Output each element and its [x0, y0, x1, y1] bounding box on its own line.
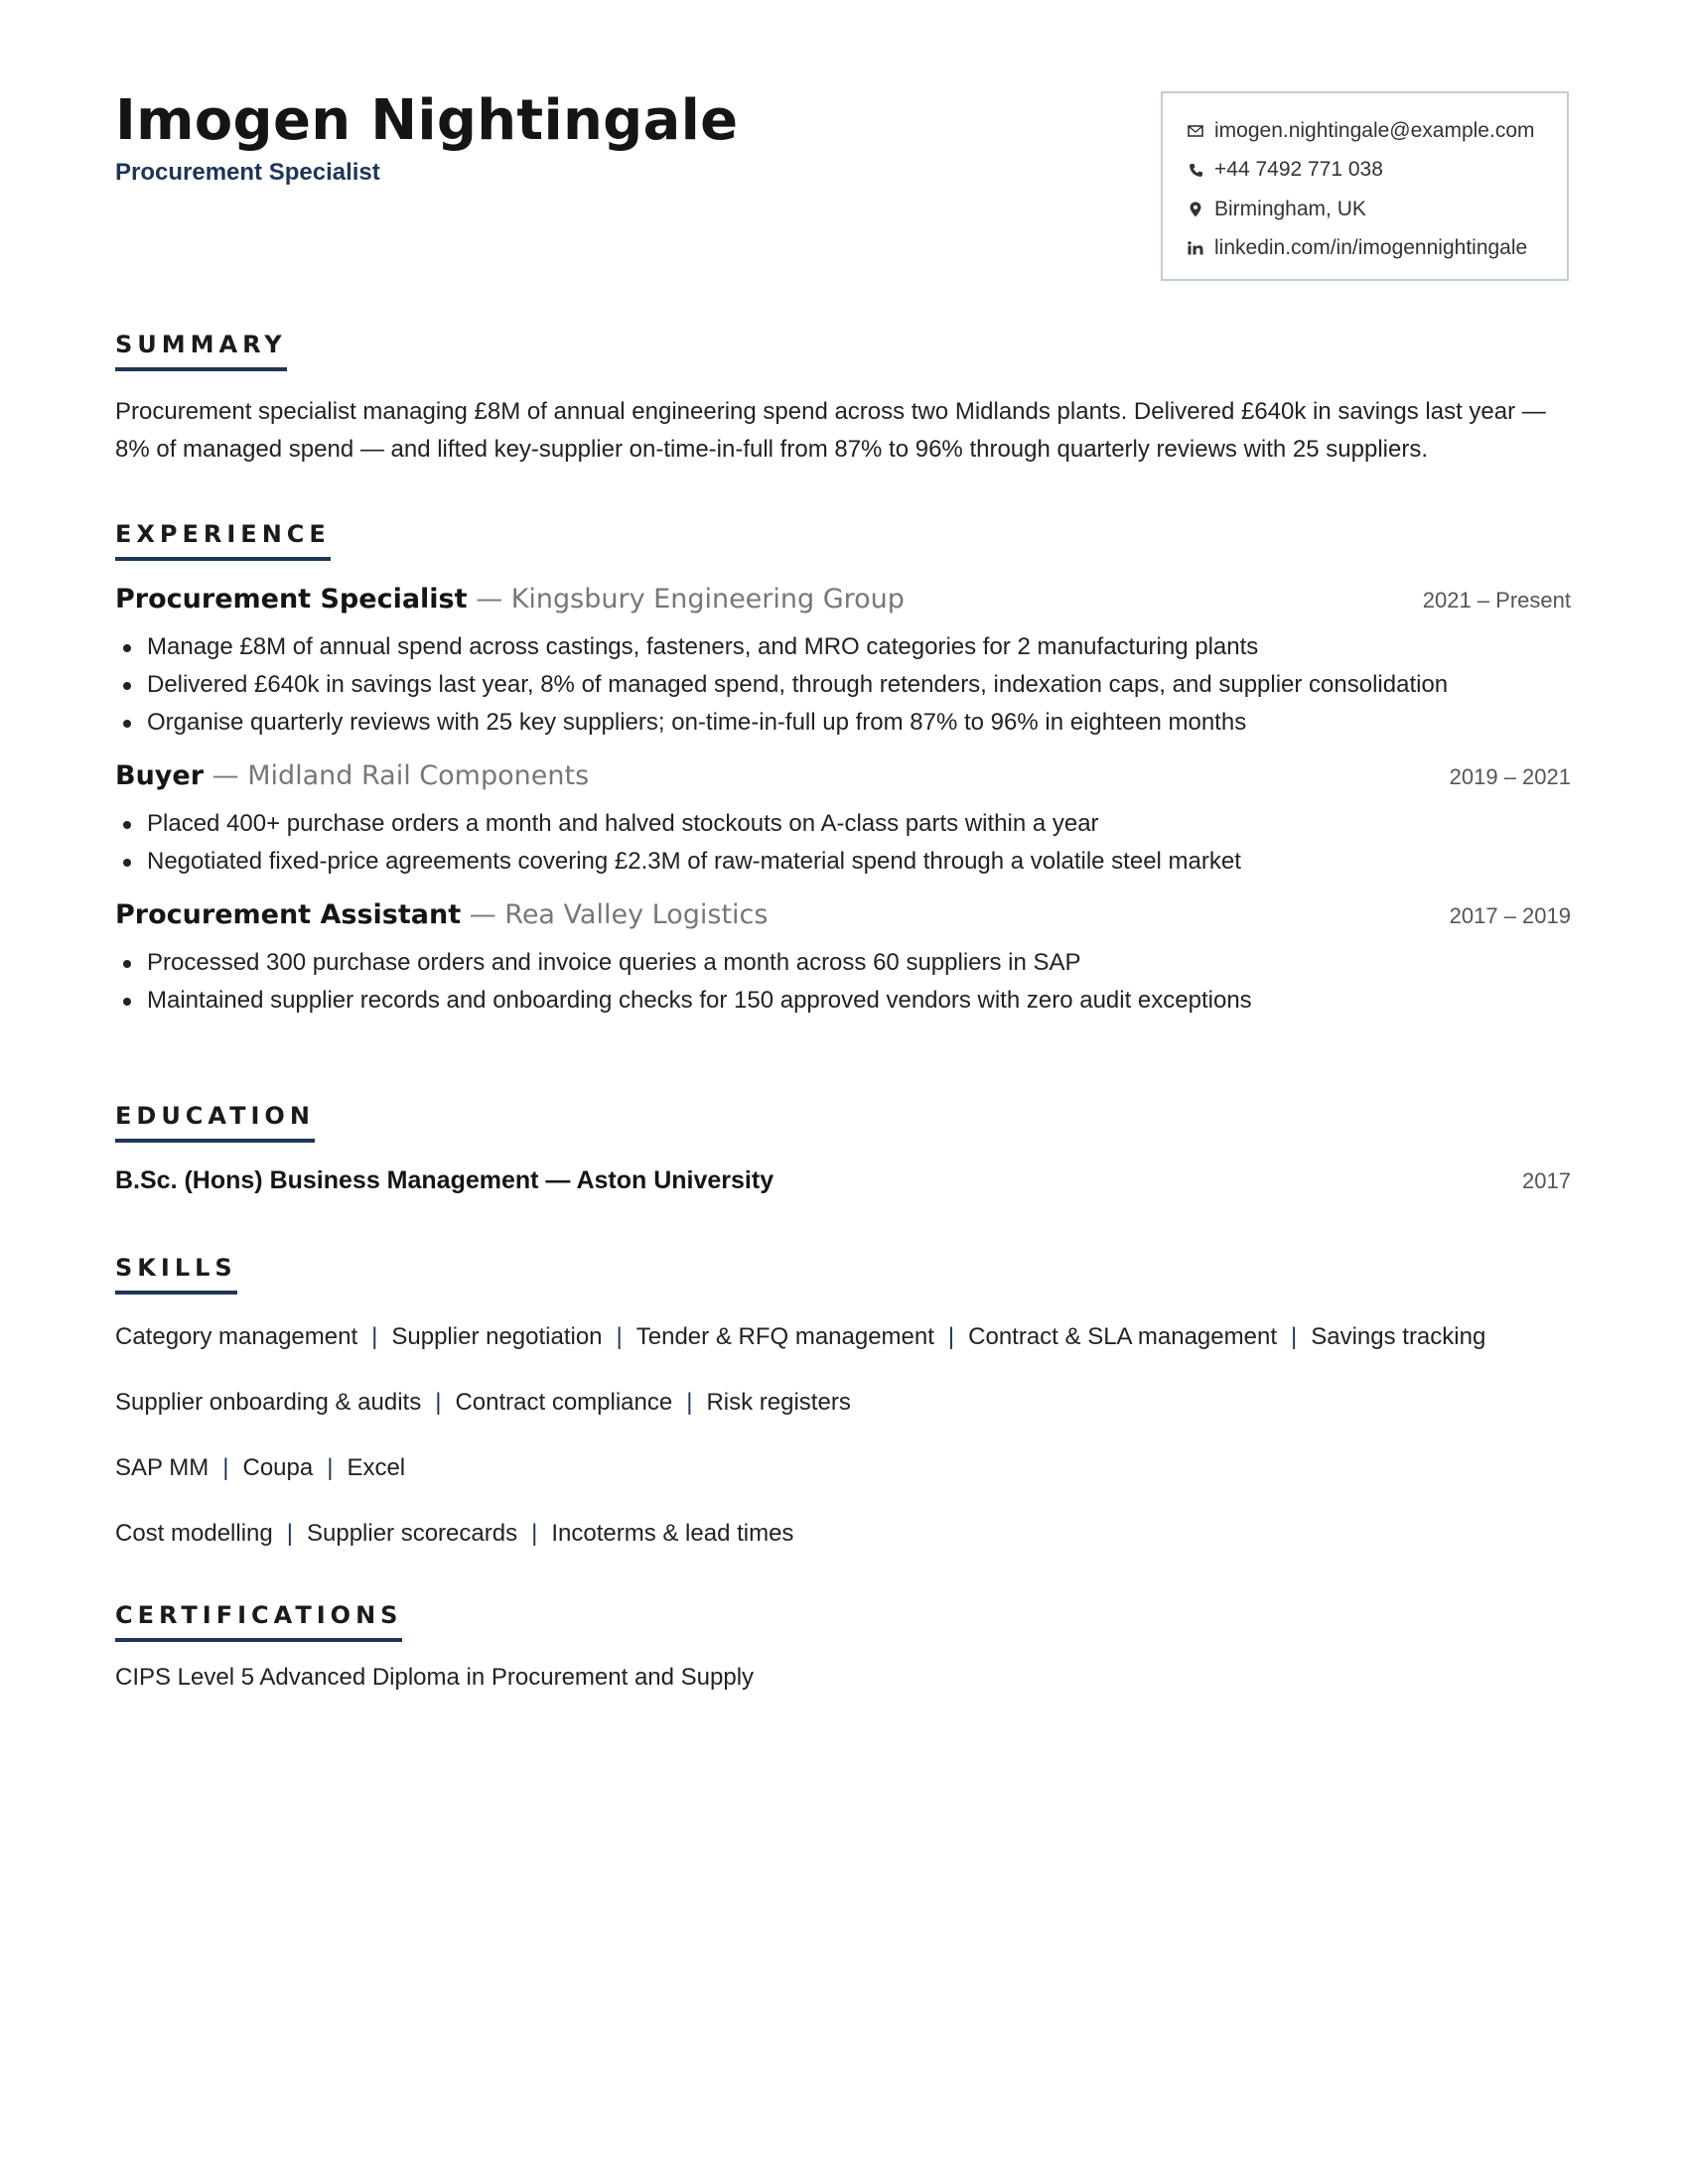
- skill-separator: |: [616, 1323, 623, 1350]
- skill-item: Supplier scorecards: [306, 1520, 518, 1547]
- skill-item: Supplier negotiation: [391, 1323, 603, 1350]
- experience-section: [115, 520, 1571, 1020]
- skills-section: [115, 1254, 1571, 1567]
- skill-separator: |: [286, 1520, 293, 1547]
- section-title-education: EDUCATION: [115, 1102, 315, 1143]
- job-header: [115, 759, 1571, 799]
- summary-text: Procurement specialist managing £8M of annual engineering spend across two Midlands plants. Delivered £640k in savings last year — 8% of managed spend — and lifted key-supplier on-time-in-full from 87% to 96% through quarterly reviews with 25 suppliers.: [115, 398, 1546, 463]
- skill-separator: |: [947, 1323, 955, 1350]
- contact-phone[interactable]: [1187, 151, 1567, 191]
- skill-item: Tender & RFQ management: [635, 1323, 934, 1350]
- job-entry: [115, 898, 1571, 1020]
- location-pin-icon: [1187, 201, 1204, 218]
- candidate-role: Procurement Specialist: [115, 159, 380, 186]
- skill-item: Excel: [347, 1454, 406, 1481]
- job-dates: 2021 – Present: [1422, 588, 1571, 613]
- job-dates: 2017 – 2019: [1449, 903, 1571, 928]
- job-title: Procurement Specialist: [115, 584, 468, 614]
- job-header: [115, 583, 1571, 622]
- job-dates: 2019 – 2021: [1449, 764, 1571, 789]
- education-section: [115, 1102, 1571, 1195]
- contact-email-text: imogen.nightingale@example.com: [1214, 118, 1535, 142]
- summary-section: [115, 331, 1571, 469]
- contact-phone-text: +44 7492 771 038: [1214, 158, 1383, 182]
- job-title: Buyer: [115, 760, 205, 791]
- skill-separator: |: [222, 1454, 229, 1481]
- contact-location-text: Birmingham, UK: [1214, 197, 1366, 220]
- contact-linkedin[interactable]: [1187, 229, 1567, 269]
- phone-icon: [1187, 161, 1204, 179]
- section-title-experience: EXPERIENCE: [115, 520, 331, 561]
- resume-header: [115, 0, 1571, 298]
- job-header: [115, 898, 1571, 938]
- skill-separator: |: [327, 1454, 334, 1481]
- candidate-name: Imogen Nightingale: [115, 88, 739, 153]
- skill-separator: |: [371, 1323, 378, 1350]
- skill-item: Supplier onboarding & audits: [115, 1389, 422, 1416]
- job-bullet: Processed 300 purchase orders and invoice queries a month across 60 suppliers in SAP: [147, 944, 1571, 982]
- section-title-skills: SKILLS: [115, 1254, 237, 1295]
- skill-separator: |: [435, 1389, 442, 1416]
- job-company: — Midland Rail Components: [204, 760, 590, 791]
- skill-item: Contract compliance: [455, 1389, 673, 1416]
- job-bullet: Organise quarterly reviews with 25 key suppliers; on-time-in-full up from 87% to 96% in eighteen months: [147, 704, 1571, 742]
- job-bullets: [115, 628, 1571, 742]
- skills-list: [115, 1304, 1571, 1567]
- job-bullet: Delivered £640k in savings last year, 8% of managed spend, through retenders, indexation caps, and supplier consolidation: [147, 666, 1571, 704]
- contact-email[interactable]: [1187, 111, 1567, 151]
- job-bullet: Negotiated fixed-price agreements covering £2.3M of raw-material spend through a volatile steel market: [147, 843, 1571, 881]
- job-bullets: [115, 944, 1571, 1020]
- skill-item: Risk registers: [706, 1389, 851, 1416]
- job-bullet: Placed 400+ purchase orders a month and halved stockouts on A-class parts within a year: [147, 805, 1571, 843]
- section-title-certifications: CERTIFICATIONS: [115, 1601, 402, 1642]
- skill-item: Cost modelling: [115, 1520, 273, 1547]
- skill-item: SAP MM: [115, 1454, 210, 1481]
- certification-item: CIPS Level 5 Advanced Diploma in Procurement and Supply: [115, 1664, 755, 1691]
- mail-icon: [1187, 122, 1204, 140]
- job-entry: [115, 759, 1571, 881]
- resume-page: [115, 0, 1571, 1691]
- skill-item: Contract & SLA management: [968, 1323, 1277, 1350]
- job-company: — Kingsbury Engineering Group: [467, 584, 905, 614]
- skill-separator: |: [531, 1520, 538, 1547]
- skill-item: Savings tracking: [1311, 1323, 1486, 1350]
- skill-separator: |: [1290, 1323, 1298, 1350]
- skill-item: Category management: [115, 1323, 358, 1350]
- education-year: 2017: [1522, 1168, 1571, 1193]
- education-entry: [115, 1166, 1571, 1195]
- skills-row: [115, 1304, 1571, 1370]
- contact-location: [1187, 190, 1567, 229]
- job-title: Procurement Assistant: [115, 899, 462, 930]
- education-degree: B.Sc. (Hons) Business Management — Aston University: [115, 1166, 774, 1194]
- skills-row: [115, 1501, 1571, 1567]
- skill-item: Coupa: [242, 1454, 314, 1481]
- job-entry: [115, 583, 1571, 742]
- section-title-summary: SUMMARY: [115, 331, 287, 371]
- contact-linkedin-text: linkedin.com/in/imogennightingale: [1214, 236, 1528, 260]
- job-company: — Rea Valley Logistics: [461, 899, 769, 930]
- linkedin-icon: [1187, 239, 1204, 257]
- skill-separator: |: [686, 1389, 693, 1416]
- job-bullet: Maintained supplier records and onboarding checks for 150 approved vendors with zero audit exceptions: [147, 982, 1571, 1020]
- skills-row: [115, 1435, 1571, 1501]
- contact-box: [1161, 91, 1569, 281]
- job-bullet: Manage £8M of annual spend across castings, fasteners, and MRO categories for 2 manufacturing plants: [147, 628, 1571, 666]
- skills-row: [115, 1370, 1571, 1435]
- job-bullets: [115, 805, 1571, 881]
- certifications-section: [115, 1601, 1571, 1692]
- skill-item: Incoterms & lead times: [551, 1520, 794, 1547]
